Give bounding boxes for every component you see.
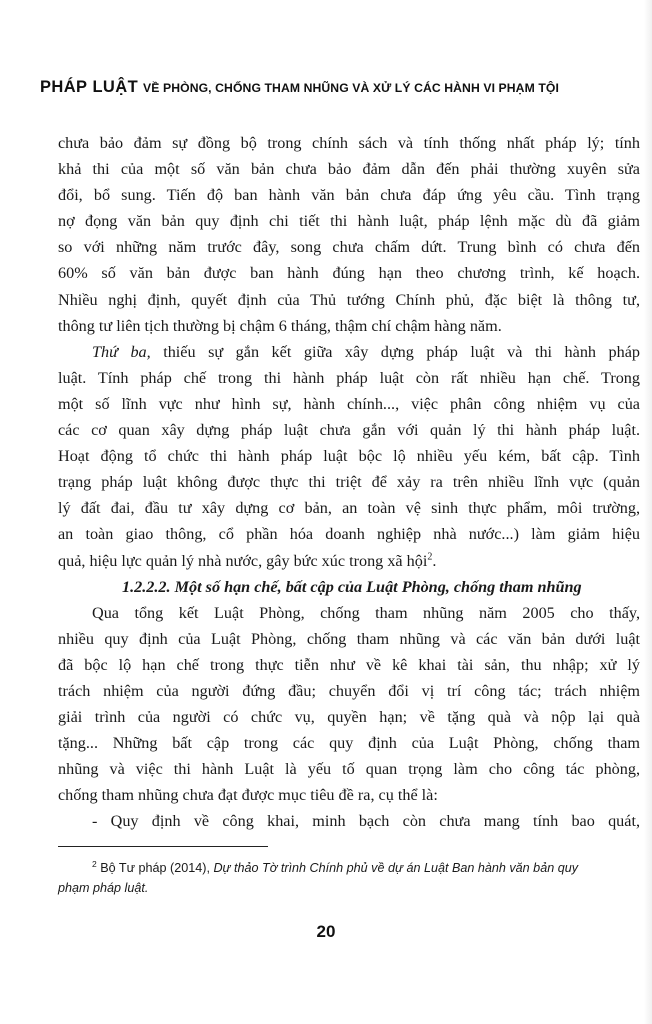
- text-line: chống tham nhũng chưa đạt được mục tiêu đề ra, cụ thể là:: [58, 786, 438, 805]
- text-line: chưa bảo đảm sự đồng bộ trong chính sách và tính thống nhất pháp lý; tính: [58, 134, 640, 152]
- footnote-source: Bộ Tư pháp (2014),: [96, 861, 214, 875]
- text-line: Qua tổng kết Luật Phòng, chống tham nhũng năm 2005 cho thấy,: [92, 603, 640, 622]
- header-word-2: LUẬT: [92, 78, 139, 96]
- text-line: nhiều quy định của Luật Phòng, chống tham nhũng và các văn bản dưới luật: [58, 629, 640, 648]
- text-line: một số lĩnh vực như hình sự, hành chính..., việc phân công nhiệm vụ của: [58, 394, 640, 413]
- header-rest: VỀ PHÒNG, CHỐNG THAM NHŨNG VÀ XỬ LÝ CÁC HÀNH VI PHẠM TỘI: [143, 81, 559, 95]
- footnote-reference: 2: [427, 551, 433, 563]
- text-line: nợ đọng văn bản quy định chi tiết thi hành luật, pháp lệnh mặc dù đã giảm: [58, 212, 640, 231]
- text-line: luật. Tính pháp chế trong thi hành pháp luật còn rất nhiều hạn chế. Trong: [58, 368, 640, 387]
- text-line: so với những năm trước đây, song chưa chấm dứt. Trung bình có chưa đến: [58, 238, 640, 257]
- text-line-with-footnote-ref: [58, 548, 640, 574]
- text-line: đã bộc lộ hạn chế trong thực tiễn như về kê khai tài sản, thu nhập; xử lý: [58, 655, 640, 674]
- text-line: lý đất đai, đầu tư xây dựng cơ bản, an toàn vệ sinh thực phẩm, môi trường,: [58, 499, 640, 518]
- text-line: trạng pháp luật không được thực thi triệt để xảy ra trên nhiều lĩnh vực (quản: [58, 473, 640, 492]
- footnote-line: phạm pháp luật.: [58, 881, 149, 895]
- footnote-line: [58, 858, 640, 878]
- footnote-title: Dự thảo Tờ trình Chính phủ về dự án Luật Ban hành văn bản quy: [213, 861, 579, 875]
- text-line: nhũng và việc thi hành Luật là yếu tố quan trọng làm cho công tác phòng,: [58, 760, 640, 779]
- text-line: khả thi của một số văn bản chưa bảo đảm dẫn đến phải thường xuyên sửa: [58, 160, 640, 179]
- section-heading: 1.2.2.2. Một số hạn chế, bất cập của Luật Phòng, chống tham nhũng: [122, 577, 582, 596]
- text-line: an toàn giao thông, cổ phần hóa doanh nghiệp nhà nước...) làm giảm hiệu: [58, 525, 640, 544]
- text-line: thông tư liên tịch thường bị chậm 6 tháng, thậm chí chậm hàng năm.: [58, 316, 502, 335]
- running-header: [40, 78, 640, 97]
- page-edge-shadow: [644, 0, 652, 1024]
- text-line: giải trình của người có chức vụ, quyền hạn; về tặng quà và nộp lại quà: [58, 708, 640, 727]
- header-word-1: PHÁP: [40, 78, 88, 96]
- footnote-divider: [58, 846, 268, 847]
- body-text: [58, 130, 640, 835]
- text-line: Nhiều nghị định, quyết định của Thủ tướng Chính phủ, đặc biệt là thông tư,: [58, 290, 640, 309]
- text-line: các cơ quan xây dựng pháp luật chưa gắn với quản lý thi hành pháp luật.: [58, 421, 640, 440]
- italic-lead: Thứ ba,: [92, 342, 151, 361]
- text-line: đổi, bổ sung. Tiến độ ban hành văn bản chưa đáp ứng yêu cầu. Tình trạng: [58, 186, 640, 205]
- text-line: 60% số văn bản được ban hành đúng hạn theo chương trình, kế hoạch.: [58, 264, 640, 283]
- text-line: Hoạt động tổ chức thi hành pháp luật bộc lộ nhiều yếu kém, bất cập. Tình: [58, 447, 640, 466]
- paragraph-thu-ba-first-line: [58, 339, 640, 365]
- text-run: thiếu sự gắn kết giữa xây dựng pháp luật và thi hành pháp: [150, 342, 640, 361]
- footnote: [58, 858, 640, 898]
- text-run: quả, hiệu lực quản lý nhà nước, gây bức xúc trong xã hội: [58, 551, 428, 570]
- text-line: trách nhiệm của người đứng đầu; chuyển đổi vị trí công tác; trách nhiệm: [58, 681, 640, 700]
- text-line: tặng... Những bất cập trong các quy định của Luật Phòng, chống tham: [58, 734, 640, 753]
- footnote-number: 2: [92, 858, 97, 869]
- list-item-first-line: - Quy định về công khai, minh bạch còn chưa mang tính bao quát,: [92, 812, 640, 831]
- page-number: 20: [316, 922, 336, 941]
- text-run: .: [432, 551, 437, 570]
